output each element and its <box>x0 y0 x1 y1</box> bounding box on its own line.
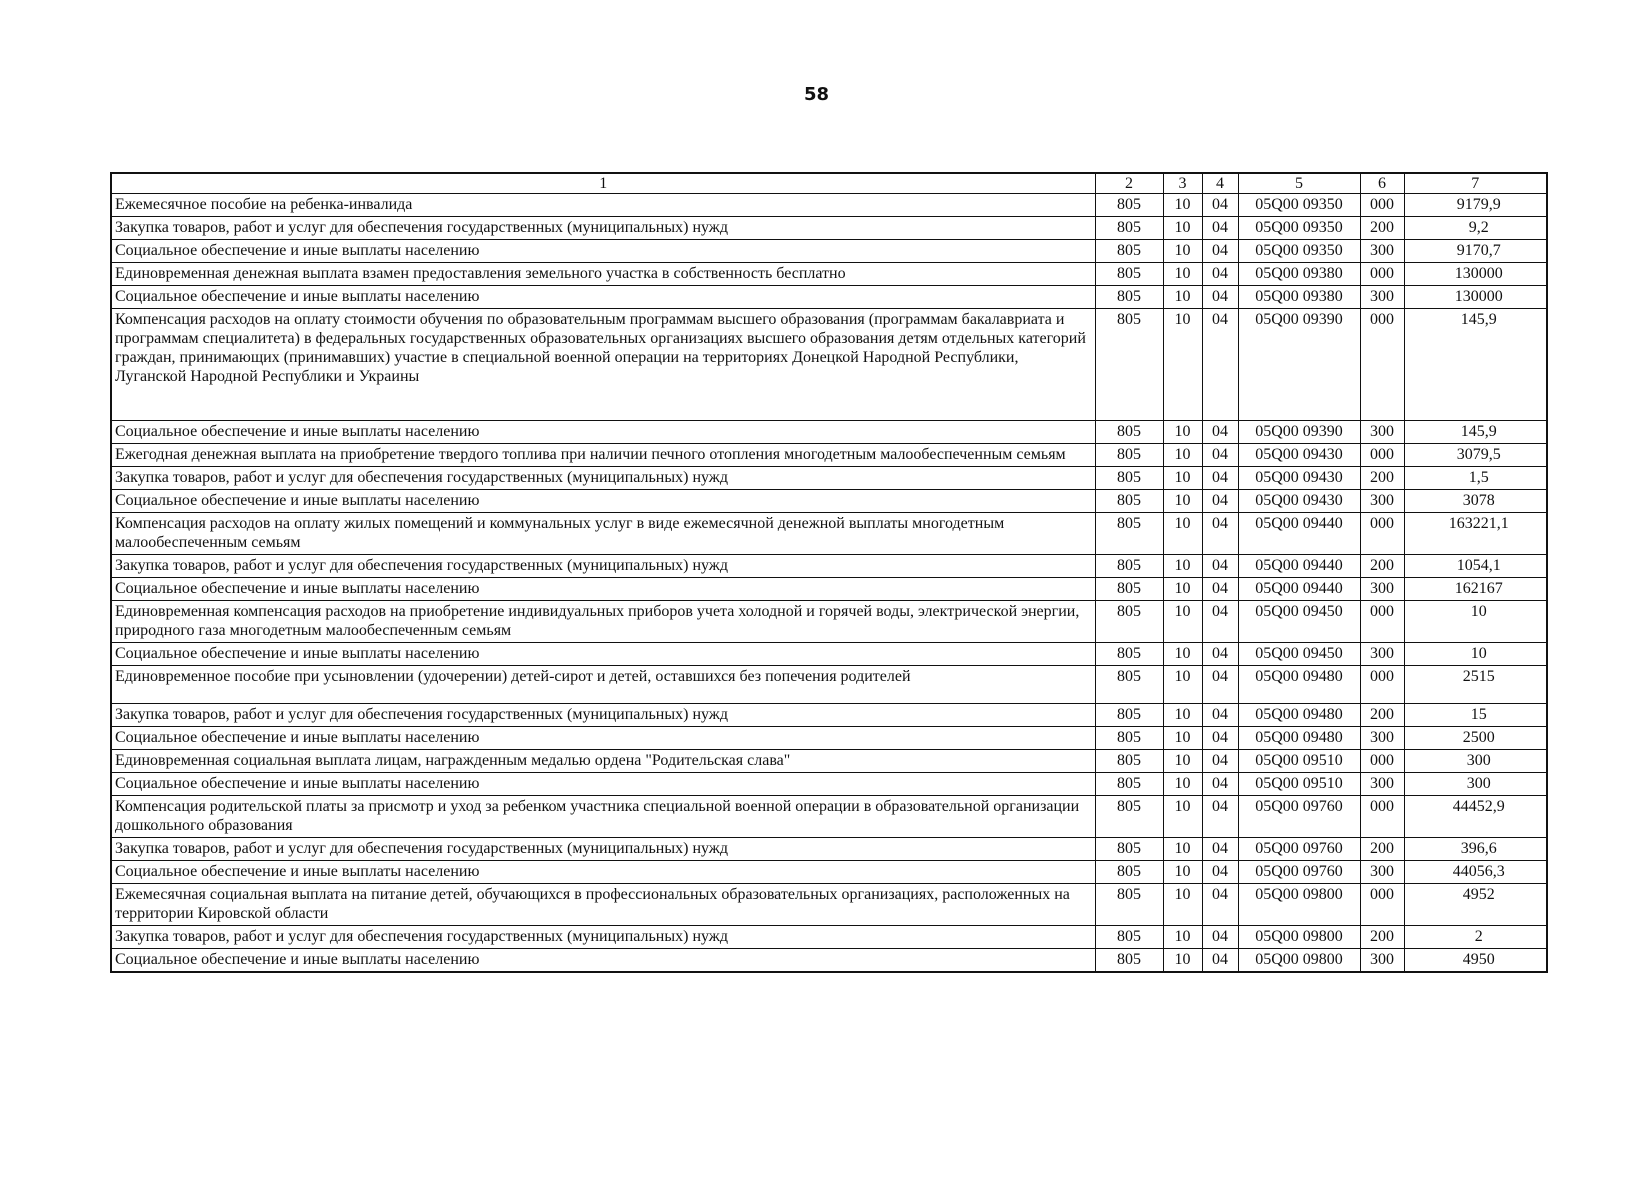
expense-type-cell: 300 <box>1360 286 1404 309</box>
expense-type-cell: 200 <box>1360 555 1404 578</box>
amount-cell: 130000 <box>1404 286 1547 309</box>
admin-code-cell: 805 <box>1095 704 1163 727</box>
amount-cell: 4952 <box>1404 884 1547 926</box>
amount-cell: 130000 <box>1404 263 1547 286</box>
expense-name-cell: Компенсация расходов на оплату жилых помещений и коммунальных услуг в виде ежемесячной денежной выплаты многодетным малообеспеченным семьям <box>111 513 1095 555</box>
table-row <box>111 194 1547 217</box>
header-cell: 5 <box>1238 173 1360 194</box>
section-cell: 10 <box>1163 309 1202 421</box>
section-cell: 10 <box>1163 217 1202 240</box>
admin-code-cell: 805 <box>1095 555 1163 578</box>
target-article-cell: 05Q00 09440 <box>1238 555 1360 578</box>
expense-name-cell: Социальное обеспечение и иные выплаты населению <box>111 578 1095 601</box>
section-cell: 10 <box>1163 704 1202 727</box>
admin-code-cell: 805 <box>1095 467 1163 490</box>
amount-cell: 396,6 <box>1404 838 1547 861</box>
expense-name-cell: Закупка товаров, работ и услуг для обеспечения государственных (муниципальных) нужд <box>111 555 1095 578</box>
table-row <box>111 217 1547 240</box>
subsection-cell: 04 <box>1202 861 1238 884</box>
section-cell: 10 <box>1163 578 1202 601</box>
subsection-cell: 04 <box>1202 926 1238 949</box>
subsection-cell: 04 <box>1202 194 1238 217</box>
expense-name-cell: Социальное обеспечение и иные выплаты населению <box>111 240 1095 263</box>
section-cell: 10 <box>1163 727 1202 750</box>
table-row <box>111 286 1547 309</box>
subsection-cell: 04 <box>1202 513 1238 555</box>
expense-name-cell: Закупка товаров, работ и услуг для обеспечения государственных (муниципальных) нужд <box>111 217 1095 240</box>
section-cell: 10 <box>1163 838 1202 861</box>
header-cell: 3 <box>1163 173 1202 194</box>
section-cell: 10 <box>1163 490 1202 513</box>
amount-cell: 300 <box>1404 773 1547 796</box>
header-cell: 1 <box>111 173 1095 194</box>
target-article-cell: 05Q00 09760 <box>1238 861 1360 884</box>
subsection-cell: 04 <box>1202 240 1238 263</box>
target-article-cell: 05Q00 09380 <box>1238 263 1360 286</box>
section-cell: 10 <box>1163 750 1202 773</box>
target-article-cell: 05Q00 09760 <box>1238 796 1360 838</box>
section-cell: 10 <box>1163 194 1202 217</box>
subsection-cell: 04 <box>1202 444 1238 467</box>
subsection-cell: 04 <box>1202 490 1238 513</box>
expense-type-cell: 000 <box>1360 263 1404 286</box>
target-article-cell: 05Q00 09760 <box>1238 838 1360 861</box>
header-cell: 2 <box>1095 173 1163 194</box>
target-article-cell: 05Q00 09510 <box>1238 750 1360 773</box>
target-article-cell: 05Q00 09380 <box>1238 286 1360 309</box>
expense-type-cell: 300 <box>1360 643 1404 666</box>
admin-code-cell: 805 <box>1095 796 1163 838</box>
admin-code-cell: 805 <box>1095 727 1163 750</box>
header-cell: 7 <box>1404 173 1547 194</box>
expense-name-cell: Единовременная социальная выплата лицам, награжденным медалью ордена "Родительская слава" <box>111 750 1095 773</box>
target-article-cell: 05Q00 09430 <box>1238 490 1360 513</box>
section-cell: 10 <box>1163 601 1202 643</box>
target-article-cell: 05Q00 09430 <box>1238 444 1360 467</box>
table-row <box>111 513 1547 555</box>
table-row <box>111 578 1547 601</box>
expense-type-cell: 200 <box>1360 926 1404 949</box>
section-cell: 10 <box>1163 666 1202 704</box>
table-row <box>111 949 1547 973</box>
section-cell: 10 <box>1163 643 1202 666</box>
section-cell: 10 <box>1163 286 1202 309</box>
subsection-cell: 04 <box>1202 601 1238 643</box>
expense-name-cell: Социальное обеспечение и иные выплаты населению <box>111 421 1095 444</box>
table-row <box>111 666 1547 704</box>
target-article-cell: 05Q00 09800 <box>1238 884 1360 926</box>
expense-type-cell: 000 <box>1360 666 1404 704</box>
table-body <box>111 194 1547 973</box>
target-article-cell: 05Q00 09450 <box>1238 643 1360 666</box>
expense-name-cell: Социальное обеспечение и иные выплаты населению <box>111 490 1095 513</box>
expense-name-cell: Социальное обеспечение и иные выплаты населению <box>111 861 1095 884</box>
expense-type-cell: 200 <box>1360 838 1404 861</box>
amount-cell: 10 <box>1404 601 1547 643</box>
section-cell: 10 <box>1163 513 1202 555</box>
table-row <box>111 263 1547 286</box>
target-article-cell: 05Q00 09450 <box>1238 601 1360 643</box>
amount-cell: 3078 <box>1404 490 1547 513</box>
admin-code-cell: 805 <box>1095 444 1163 467</box>
amount-cell: 9,2 <box>1404 217 1547 240</box>
table-row <box>111 773 1547 796</box>
expense-type-cell: 200 <box>1360 217 1404 240</box>
amount-cell: 145,9 <box>1404 309 1547 421</box>
subsection-cell: 04 <box>1202 555 1238 578</box>
subsection-cell: 04 <box>1202 217 1238 240</box>
expense-name-cell: Ежемесячное пособие на ребенка-инвалида <box>111 194 1095 217</box>
amount-cell: 163221,1 <box>1404 513 1547 555</box>
expense-type-cell: 300 <box>1360 773 1404 796</box>
section-cell: 10 <box>1163 467 1202 490</box>
expense-name-cell: Социальное обеспечение и иные выплаты населению <box>111 727 1095 750</box>
subsection-cell: 04 <box>1202 578 1238 601</box>
target-article-cell: 05Q00 09350 <box>1238 217 1360 240</box>
target-article-cell: 05Q00 09390 <box>1238 309 1360 421</box>
subsection-cell: 04 <box>1202 263 1238 286</box>
table-row <box>111 601 1547 643</box>
table-row <box>111 643 1547 666</box>
table-row <box>111 555 1547 578</box>
amount-cell: 145,9 <box>1404 421 1547 444</box>
table-row <box>111 309 1547 421</box>
section-cell: 10 <box>1163 926 1202 949</box>
target-article-cell: 05Q00 09430 <box>1238 467 1360 490</box>
subsection-cell: 04 <box>1202 750 1238 773</box>
expense-name-cell: Закупка товаров, работ и услуг для обеспечения государственных (муниципальных) нужд <box>111 926 1095 949</box>
table-row <box>111 861 1547 884</box>
expense-type-cell: 300 <box>1360 578 1404 601</box>
target-article-cell: 05Q00 09440 <box>1238 578 1360 601</box>
admin-code-cell: 805 <box>1095 217 1163 240</box>
admin-code-cell: 805 <box>1095 513 1163 555</box>
table-row <box>111 926 1547 949</box>
subsection-cell: 04 <box>1202 796 1238 838</box>
subsection-cell: 04 <box>1202 421 1238 444</box>
expense-name-cell: Единовременная денежная выплата взамен предоставления земельного участка в собственность бесплатно <box>111 263 1095 286</box>
table-row <box>111 240 1547 263</box>
expense-type-cell: 000 <box>1360 194 1404 217</box>
target-article-cell: 05Q00 09350 <box>1238 240 1360 263</box>
section-cell: 10 <box>1163 555 1202 578</box>
amount-cell: 2 <box>1404 926 1547 949</box>
table-row <box>111 704 1547 727</box>
expense-type-cell: 200 <box>1360 704 1404 727</box>
subsection-cell: 04 <box>1202 949 1238 973</box>
expense-type-cell: 300 <box>1360 240 1404 263</box>
amount-cell: 9179,9 <box>1404 194 1547 217</box>
admin-code-cell: 805 <box>1095 263 1163 286</box>
table-row <box>111 750 1547 773</box>
expense-name-cell: Единовременная компенсация расходов на приобретение индивидуальных приборов учета холодной и горячей воды, электрической энергии, природного газа многодетным малообеспеченным семьям <box>111 601 1095 643</box>
amount-cell: 162167 <box>1404 578 1547 601</box>
amount-cell: 15 <box>1404 704 1547 727</box>
target-article-cell: 05Q00 09480 <box>1238 727 1360 750</box>
expense-name-cell: Закупка товаров, работ и услуг для обеспечения государственных (муниципальных) нужд <box>111 838 1095 861</box>
admin-code-cell: 805 <box>1095 421 1163 444</box>
expense-name-cell: Компенсация расходов на оплату стоимости обучения по образовательным программам высшего образования (программам бакалавриата и программам специалитета) в федеральных государственных образовательных организациях высшего образования детям отдельных категорий граждан, принимающих (принимавших) участие в специальной военной операции на территориях Донецкой Народной Республики, Луганской Народной Республики и Украины <box>111 309 1095 421</box>
table-row <box>111 444 1547 467</box>
target-article-cell: 05Q00 09390 <box>1238 421 1360 444</box>
amount-cell: 2500 <box>1404 727 1547 750</box>
expense-name-cell: Единовременное пособие при усыновлении (удочерении) детей-сирот и детей, оставшихся без попечения родителей <box>111 666 1095 704</box>
expense-name-cell: Закупка товаров, работ и услуг для обеспечения государственных (муниципальных) нужд <box>111 704 1095 727</box>
expense-name-cell: Социальное обеспечение и иные выплаты населению <box>111 773 1095 796</box>
expense-type-cell: 200 <box>1360 467 1404 490</box>
admin-code-cell: 805 <box>1095 286 1163 309</box>
admin-code-cell: 805 <box>1095 926 1163 949</box>
expense-name-cell: Социальное обеспечение и иные выплаты населению <box>111 643 1095 666</box>
section-cell: 10 <box>1163 884 1202 926</box>
expense-type-cell: 000 <box>1360 796 1404 838</box>
admin-code-cell: 805 <box>1095 949 1163 973</box>
expense-name-cell: Социальное обеспечение и иные выплаты населению <box>111 949 1095 973</box>
subsection-cell: 04 <box>1202 643 1238 666</box>
admin-code-cell: 805 <box>1095 838 1163 861</box>
expense-type-cell: 300 <box>1360 861 1404 884</box>
admin-code-cell: 805 <box>1095 773 1163 796</box>
expense-type-cell: 000 <box>1360 444 1404 467</box>
table-row <box>111 884 1547 926</box>
expense-name-cell: Ежемесячная социальная выплата на питание детей, обучающихся в профессиональных образовательных организациях, расположенных на территории Кировской области <box>111 884 1095 926</box>
expense-name-cell: Компенсация родительской платы за присмотр и уход за ребенком участника специальной военной операции в образовательной организации дошкольного образования <box>111 796 1095 838</box>
table-row <box>111 467 1547 490</box>
expense-type-cell: 300 <box>1360 727 1404 750</box>
admin-code-cell: 805 <box>1095 666 1163 704</box>
subsection-cell: 04 <box>1202 884 1238 926</box>
subsection-cell: 04 <box>1202 704 1238 727</box>
subsection-cell: 04 <box>1202 666 1238 704</box>
admin-code-cell: 805 <box>1095 490 1163 513</box>
header-cell: 4 <box>1202 173 1238 194</box>
target-article-cell: 05Q00 09800 <box>1238 926 1360 949</box>
section-cell: 10 <box>1163 444 1202 467</box>
target-article-cell: 05Q00 09480 <box>1238 666 1360 704</box>
table-row <box>111 796 1547 838</box>
budget-table <box>110 172 1548 973</box>
expense-type-cell: 300 <box>1360 421 1404 444</box>
page-number: 58 <box>803 84 830 105</box>
admin-code-cell: 805 <box>1095 194 1163 217</box>
amount-cell: 4950 <box>1404 949 1547 973</box>
subsection-cell: 04 <box>1202 773 1238 796</box>
admin-code-cell: 805 <box>1095 750 1163 773</box>
expense-type-cell: 000 <box>1360 884 1404 926</box>
admin-code-cell: 805 <box>1095 884 1163 926</box>
amount-cell: 1,5 <box>1404 467 1547 490</box>
admin-code-cell: 805 <box>1095 601 1163 643</box>
target-article-cell: 05Q00 09350 <box>1238 194 1360 217</box>
amount-cell: 1054,1 <box>1404 555 1547 578</box>
section-cell: 10 <box>1163 861 1202 884</box>
amount-cell: 3079,5 <box>1404 444 1547 467</box>
table-row <box>111 421 1547 444</box>
section-cell: 10 <box>1163 421 1202 444</box>
section-cell: 10 <box>1163 796 1202 838</box>
expense-type-cell: 000 <box>1360 513 1404 555</box>
admin-code-cell: 805 <box>1095 578 1163 601</box>
admin-code-cell: 805 <box>1095 861 1163 884</box>
expense-type-cell: 000 <box>1360 601 1404 643</box>
expense-name-cell: Закупка товаров, работ и услуг для обеспечения государственных (муниципальных) нужд <box>111 467 1095 490</box>
expense-name-cell: Ежегодная денежная выплата на приобретение твердого топлива при наличии печного отопления многодетным малообеспеченным семьям <box>111 444 1095 467</box>
expense-type-cell: 300 <box>1360 490 1404 513</box>
subsection-cell: 04 <box>1202 467 1238 490</box>
subsection-cell: 04 <box>1202 838 1238 861</box>
target-article-cell: 05Q00 09440 <box>1238 513 1360 555</box>
header-row <box>111 173 1547 194</box>
section-cell: 10 <box>1163 240 1202 263</box>
section-cell: 10 <box>1163 949 1202 973</box>
amount-cell: 44056,3 <box>1404 861 1547 884</box>
amount-cell: 10 <box>1404 643 1547 666</box>
amount-cell: 44452,9 <box>1404 796 1547 838</box>
table-row <box>111 838 1547 861</box>
subsection-cell: 04 <box>1202 286 1238 309</box>
subsection-cell: 04 <box>1202 727 1238 750</box>
section-cell: 10 <box>1163 773 1202 796</box>
target-article-cell: 05Q00 09510 <box>1238 773 1360 796</box>
subsection-cell: 04 <box>1202 309 1238 421</box>
expense-type-cell: 300 <box>1360 949 1404 973</box>
target-article-cell: 05Q00 09800 <box>1238 949 1360 973</box>
amount-cell: 300 <box>1404 750 1547 773</box>
table-row <box>111 727 1547 750</box>
amount-cell: 9170,7 <box>1404 240 1547 263</box>
target-article-cell: 05Q00 09480 <box>1238 704 1360 727</box>
expense-type-cell: 000 <box>1360 750 1404 773</box>
admin-code-cell: 805 <box>1095 240 1163 263</box>
admin-code-cell: 805 <box>1095 643 1163 666</box>
expense-type-cell: 000 <box>1360 309 1404 421</box>
amount-cell: 2515 <box>1404 666 1547 704</box>
admin-code-cell: 805 <box>1095 309 1163 421</box>
table-row <box>111 490 1547 513</box>
expense-name-cell: Социальное обеспечение и иные выплаты населению <box>111 286 1095 309</box>
section-cell: 10 <box>1163 263 1202 286</box>
header-cell: 6 <box>1360 173 1404 194</box>
